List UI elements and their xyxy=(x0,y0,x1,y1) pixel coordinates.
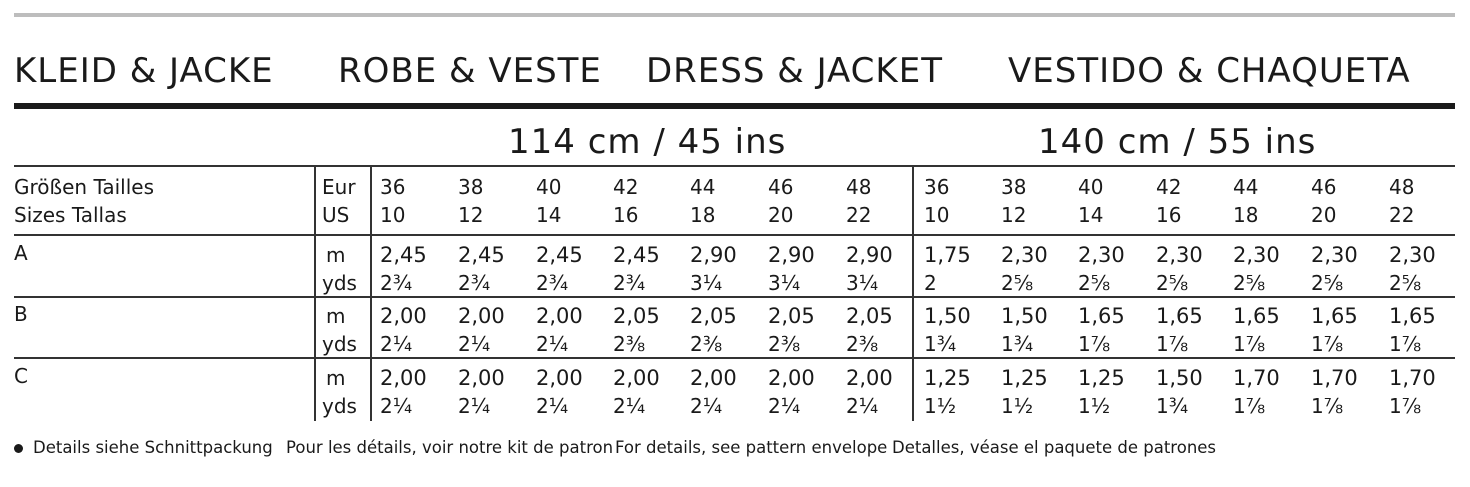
meters-value: 2,00 xyxy=(380,366,427,390)
unit-eur: Eur xyxy=(322,175,356,199)
table-rule xyxy=(14,165,1455,167)
us-size: 20 xyxy=(768,203,794,227)
fabric-width-divider xyxy=(912,165,914,421)
view-label: C xyxy=(14,364,28,388)
yards-value: 2¼ xyxy=(536,394,569,418)
yards-value: 1⅞ xyxy=(1389,332,1422,356)
unit-column-divider xyxy=(370,165,372,421)
us-size: 16 xyxy=(1156,203,1182,227)
us-size: 16 xyxy=(613,203,639,227)
eur-size: 42 xyxy=(1156,175,1182,199)
meters-value: 2,90 xyxy=(768,243,815,267)
us-size: 18 xyxy=(690,203,716,227)
footnote-bullet-icon xyxy=(14,444,23,453)
yards-value: 2 xyxy=(924,271,937,295)
eur-size: 46 xyxy=(1311,175,1337,199)
meters-value: 2,45 xyxy=(458,243,505,267)
fabric-width-140: 140 cm / 55 ins xyxy=(1038,122,1317,162)
yards-value: 1⅞ xyxy=(1233,394,1266,418)
unit-meters: m xyxy=(326,366,346,390)
meters-value: 2,90 xyxy=(846,243,893,267)
yards-value: 1⅞ xyxy=(1078,332,1111,356)
unit-meters: m xyxy=(326,304,346,328)
yards-value: 2⅝ xyxy=(1078,271,1111,295)
yards-value: 1⅞ xyxy=(1233,332,1266,356)
meters-value: 1,65 xyxy=(1078,304,1125,328)
meters-value: 1,50 xyxy=(1156,366,1203,390)
size-label-line1: Größen Tailles xyxy=(14,175,155,199)
meters-value: 2,00 xyxy=(690,366,737,390)
meters-value: 2,05 xyxy=(613,304,660,328)
us-size: 10 xyxy=(380,203,406,227)
yards-value: 2¾ xyxy=(458,271,491,295)
yards-value: 2⅝ xyxy=(1156,271,1189,295)
title-spanish: VESTIDO & CHAQUETA xyxy=(1008,51,1411,91)
us-size: 14 xyxy=(1078,203,1104,227)
view-label: A xyxy=(14,241,28,265)
yards-value: 2⅝ xyxy=(1001,271,1034,295)
meters-value: 2,30 xyxy=(1001,243,1048,267)
yards-value: 1¾ xyxy=(1001,332,1034,356)
yards-value: 2¼ xyxy=(613,394,646,418)
meters-value: 2,05 xyxy=(768,304,815,328)
meters-value: 1,65 xyxy=(1233,304,1280,328)
eur-size: 48 xyxy=(846,175,872,199)
meters-value: 2,05 xyxy=(690,304,737,328)
meters-value: 1,75 xyxy=(924,243,971,267)
yards-value: 1¾ xyxy=(924,332,957,356)
meters-value: 1,70 xyxy=(1311,366,1358,390)
yards-value: 1½ xyxy=(1078,394,1111,418)
yards-value: 2¼ xyxy=(458,394,491,418)
yards-value: 3¼ xyxy=(846,271,879,295)
top-rule xyxy=(14,13,1455,17)
yards-value: 2¼ xyxy=(458,332,491,356)
meters-value: 1,70 xyxy=(1389,366,1436,390)
footnote-english: For details, see pattern envelope xyxy=(615,438,888,457)
yards-value: 2¼ xyxy=(380,394,413,418)
meters-value: 2,30 xyxy=(1233,243,1280,267)
yards-value: 2⅜ xyxy=(690,332,723,356)
yards-value: 3¼ xyxy=(768,271,801,295)
us-size: 12 xyxy=(1001,203,1027,227)
view-label: B xyxy=(14,302,28,326)
table-rule xyxy=(14,357,1455,359)
meters-value: 1,65 xyxy=(1389,304,1436,328)
meters-value: 2,45 xyxy=(536,243,583,267)
title-french: ROBE & VESTE xyxy=(338,51,602,91)
meters-value: 1,65 xyxy=(1156,304,1203,328)
eur-size: 46 xyxy=(768,175,794,199)
table-rule xyxy=(14,296,1455,298)
meters-value: 2,30 xyxy=(1078,243,1125,267)
eur-size: 40 xyxy=(536,175,562,199)
meters-value: 2,05 xyxy=(846,304,893,328)
meters-value: 1,65 xyxy=(1311,304,1358,328)
yards-value: 2¼ xyxy=(380,332,413,356)
meters-value: 1,70 xyxy=(1233,366,1280,390)
eur-size: 38 xyxy=(458,175,484,199)
eur-size: 44 xyxy=(1233,175,1259,199)
size-label-line2: Sizes Tallas xyxy=(14,203,127,227)
yards-value: 2¼ xyxy=(536,332,569,356)
meters-value: 2,30 xyxy=(1311,243,1358,267)
label-column-divider xyxy=(314,165,316,421)
yards-value: 2¼ xyxy=(768,394,801,418)
us-size: 14 xyxy=(536,203,562,227)
meters-value: 1,50 xyxy=(1001,304,1048,328)
footnote-french: Pour les détails, voir notre kit de patron xyxy=(286,438,614,457)
yards-value: 1⅞ xyxy=(1389,394,1422,418)
meters-value: 2,00 xyxy=(768,366,815,390)
meters-value: 2,00 xyxy=(380,304,427,328)
meters-value: 2,00 xyxy=(613,366,660,390)
yards-value: 1⅞ xyxy=(1156,332,1189,356)
eur-size: 36 xyxy=(924,175,950,199)
unit-yards: yds xyxy=(322,332,357,356)
meters-value: 1,50 xyxy=(924,304,971,328)
meters-value: 2,45 xyxy=(613,243,660,267)
us-size: 12 xyxy=(458,203,484,227)
unit-yards: yds xyxy=(322,271,357,295)
title-english: DRESS & JACKET xyxy=(646,51,943,91)
yards-value: 2⅜ xyxy=(613,332,646,356)
yards-value: 2⅜ xyxy=(846,332,879,356)
eur-size: 42 xyxy=(613,175,639,199)
yards-value: 2¾ xyxy=(613,271,646,295)
unit-us: US xyxy=(322,203,350,227)
meters-value: 2,00 xyxy=(536,304,583,328)
us-size: 22 xyxy=(1389,203,1415,227)
eur-size: 48 xyxy=(1389,175,1415,199)
us-size: 10 xyxy=(924,203,950,227)
yards-value: 2⅝ xyxy=(1233,271,1266,295)
title-row xyxy=(14,50,1455,92)
us-size: 20 xyxy=(1311,203,1337,227)
meters-value: 2,00 xyxy=(458,366,505,390)
meters-value: 2,30 xyxy=(1156,243,1203,267)
eur-size: 40 xyxy=(1078,175,1104,199)
yards-value: 1½ xyxy=(924,394,957,418)
yards-value: 2¼ xyxy=(690,394,723,418)
yards-value: 1⅞ xyxy=(1311,332,1344,356)
meters-value: 1,25 xyxy=(924,366,971,390)
yards-value: 3¼ xyxy=(690,271,723,295)
meters-value: 2,30 xyxy=(1389,243,1436,267)
eur-size: 36 xyxy=(380,175,406,199)
table-rule xyxy=(14,234,1455,236)
yards-value: 2⅝ xyxy=(1311,271,1344,295)
yards-value: 2¾ xyxy=(380,271,413,295)
meters-value: 2,45 xyxy=(380,243,427,267)
eur-size: 38 xyxy=(1001,175,1027,199)
meters-value: 1,25 xyxy=(1078,366,1125,390)
us-size: 22 xyxy=(846,203,872,227)
unit-meters: m xyxy=(326,243,346,267)
yards-value: 1⅞ xyxy=(1311,394,1344,418)
yards-value: 1½ xyxy=(1001,394,1034,418)
meters-value: 2,00 xyxy=(458,304,505,328)
yards-value: 1¾ xyxy=(1156,394,1189,418)
title-underline xyxy=(14,103,1455,109)
meters-value: 2,00 xyxy=(846,366,893,390)
yards-value: 2⅜ xyxy=(768,332,801,356)
footnote-german: Details siehe Schnittpackung xyxy=(33,438,273,457)
meters-value: 2,90 xyxy=(690,243,737,267)
meters-value: 2,00 xyxy=(536,366,583,390)
title-german: KLEID & JACKE xyxy=(14,51,274,91)
us-size: 18 xyxy=(1233,203,1259,227)
fabric-width-114: 114 cm / 45 ins xyxy=(508,122,787,162)
eur-size: 44 xyxy=(690,175,716,199)
yards-value: 2¾ xyxy=(536,271,569,295)
yards-value: 2⅝ xyxy=(1389,271,1422,295)
yards-value: 2¼ xyxy=(846,394,879,418)
footnote-spanish: Detalles, véase el paquete de patrones xyxy=(892,438,1217,457)
meters-value: 1,25 xyxy=(1001,366,1048,390)
unit-yards: yds xyxy=(322,394,357,418)
